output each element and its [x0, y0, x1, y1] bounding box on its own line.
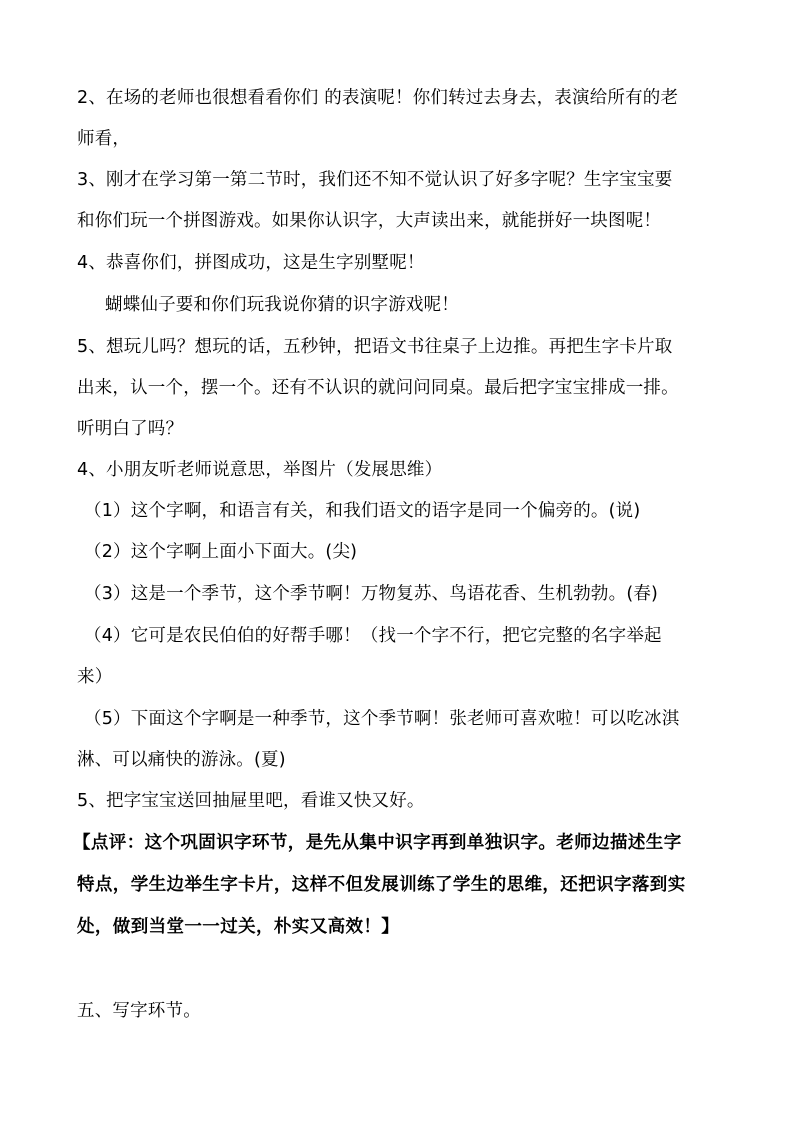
- paragraph-line: （4）它可是农民伯伯的好帮手哪！（找一个字不行，把它完整的名字举起: [84, 626, 662, 646]
- paragraph-line: 3、刚才在学习第一第二节时，我们还不知不觉认识了好多字呢？生字宝宝要: [77, 170, 673, 190]
- paragraph-line: （3）这是一个季节，这个季节啊！万物复苏、鸟语花香、生机勃勃。(春): [84, 584, 659, 604]
- paragraph-line: 听明白了吗？: [77, 419, 184, 439]
- section-heading: 五、写字环节。: [77, 1001, 201, 1021]
- paragraph-line: 4、恭喜你们，拼图成功，这是生字别墅呢！: [77, 253, 425, 273]
- review-line: 【点评：这个巩固识字环节，是先从集中识字再到单独识字。老师边描述生字: [73, 833, 682, 853]
- paragraph-line: （5）下面这个字啊是一种季节，这个季节啊！张老师可喜欢啦！可以吃冰淇: [84, 709, 680, 729]
- paragraph-line: 淋、可以痛快的游泳。(夏): [77, 750, 286, 770]
- paragraph-line: 来）: [77, 667, 113, 687]
- review-line: 处，做到当堂一一过关，朴实又高效！】: [77, 917, 400, 937]
- paragraph-line: 和你们玩一个拼图游戏。如果你认识字，大声读出来，就能拼好一块图呢！: [77, 211, 662, 231]
- review-line: 特点，学生边举生字卡片，这样不但发展训练了学生的思维，还把识字落到实: [77, 875, 686, 895]
- paragraph-line: 4、小朋友听老师说意思，举图片（发展思维）: [77, 460, 443, 480]
- paragraph-line: （2）这个字啊上面小下面大。(尖): [84, 542, 358, 562]
- paragraph-line: 出来，认一个，摆一个。还有不认识的就问问同桌。最后把字宝宝排成一排。: [77, 378, 679, 398]
- paragraph-line: 2、在场的老师也很想看看你们 的表演呢！你们转过去身去，表演给所有的老: [77, 88, 679, 108]
- paragraph-line: 蝴蝶仙子要和你们玩我说你猜的识字游戏呢！: [105, 295, 459, 315]
- paragraph-line: 师看，: [77, 129, 131, 149]
- paragraph-line: 5、把字宝宝送回抽屉里吧，看谁又快又好。: [77, 791, 425, 811]
- paragraph-line: （1）这个字啊，和语言有关，和我们语文的语字是同一个偏旁的。(说): [84, 501, 641, 521]
- paragraph-line: 5、想玩儿吗？想玩的话，五秒钟，把语文书往桌子上边推。再把生字卡片取: [77, 337, 673, 357]
